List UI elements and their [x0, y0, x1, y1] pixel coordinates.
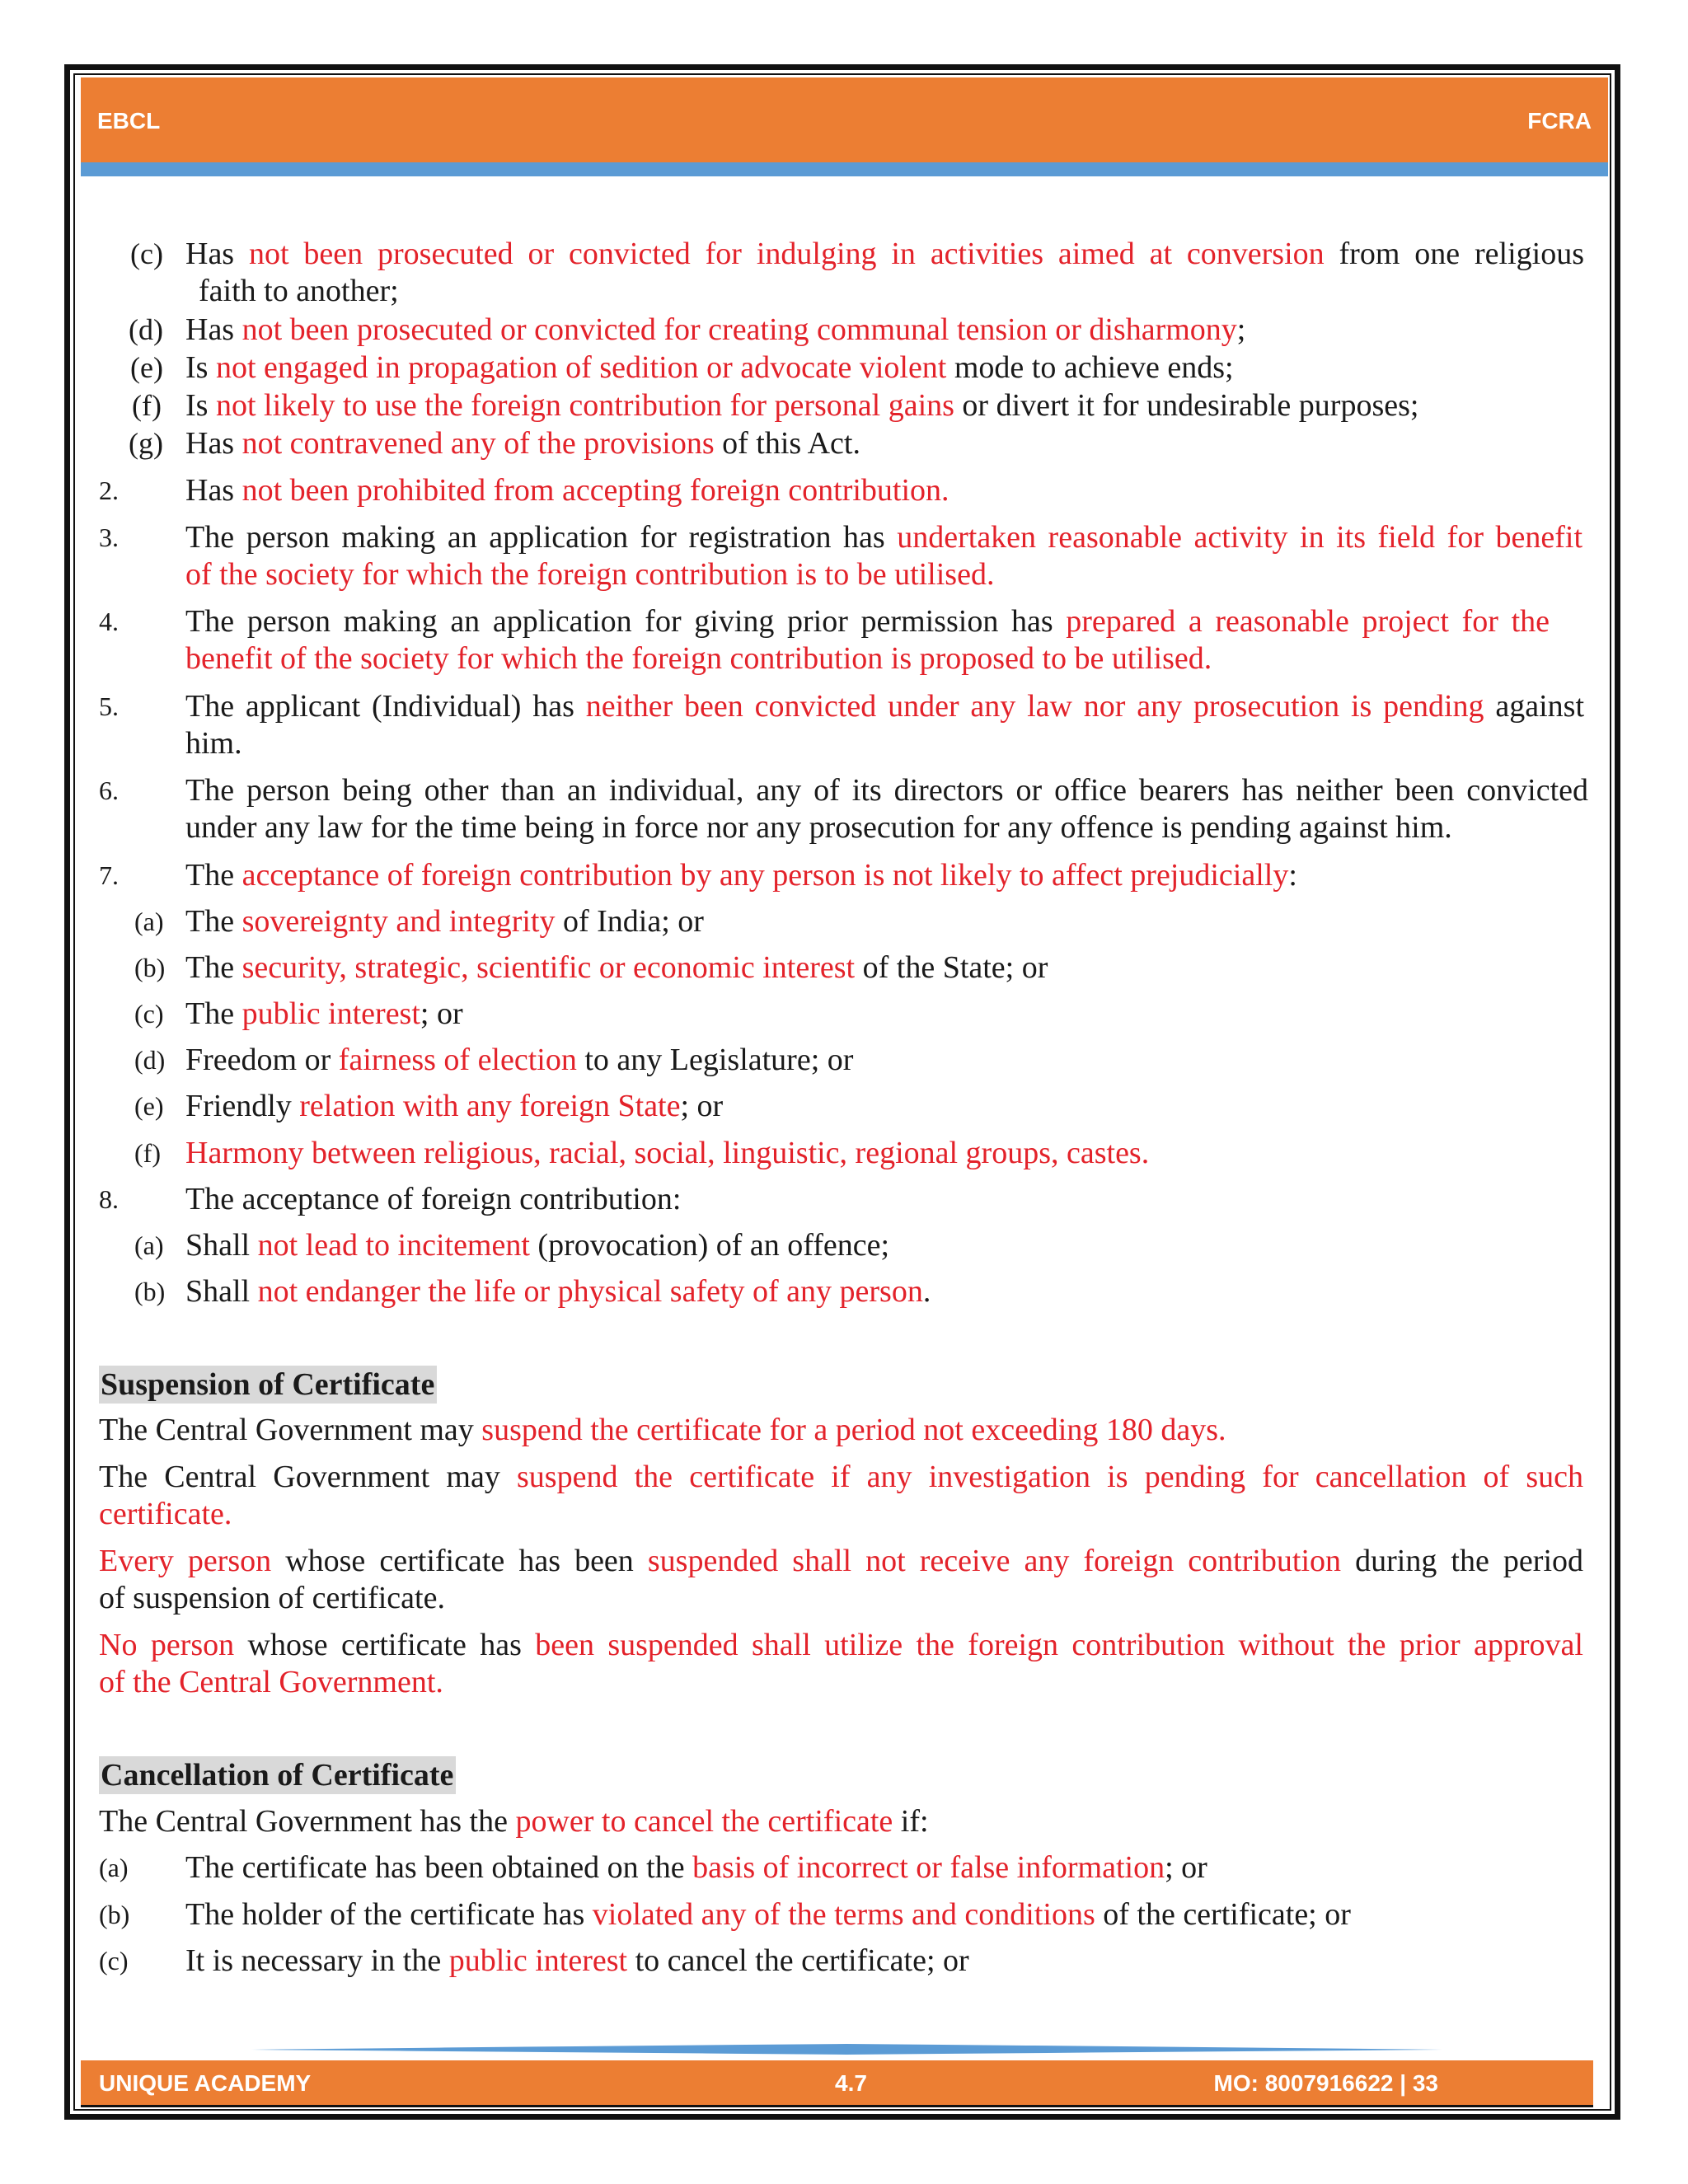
- footer-right-text: MO: 8007916622 | 33: [1213, 2070, 1438, 2096]
- list-item: Freedom or fairness of election to any Legislature; or: [185, 1043, 854, 1077]
- list-item: Is not engaged in propagation of sedition or advocate violent mode to achieve ends;: [185, 350, 1234, 385]
- list-item-continuation: benefit of the society for which the foreign contribution is proposed to be utilised.: [185, 641, 1212, 676]
- footer-swoosh: [251, 2044, 1442, 2055]
- paragraph-continuation: of suspension of certificate.: [99, 1581, 445, 1615]
- item-label: (a): [134, 1230, 164, 1260]
- item-label: (b): [99, 1900, 130, 1929]
- list-item: It is necessary in the public interest to cancel the certificate; or: [185, 1943, 969, 1978]
- item-label: (e): [134, 1091, 164, 1121]
- paragraph: The Central Government has the power to cancel the certificate if:: [99, 1804, 929, 1839]
- list-item-continuation: him.: [185, 726, 242, 761]
- item-label: (f): [132, 389, 162, 422]
- paragraph: The Central Government may suspend the certificate if any investigation is pending for cancellation of such: [99, 1460, 1583, 1494]
- list-item: Shall not endanger the life or physical safety of any person.: [185, 1274, 931, 1309]
- item-number: 8.: [99, 1184, 119, 1214]
- paragraph: No person whose certificate has been suspended shall utilize the foreign contribution without the prior approval: [99, 1628, 1583, 1662]
- footer-page-number: 4.7: [835, 2070, 867, 2096]
- item-number: 6.: [99, 776, 119, 805]
- list-item: Is not likely to use the foreign contribution for personal gains or divert it for undesirable purposes;: [185, 388, 1419, 423]
- list-item: Has not been prosecuted or convicted for indulging in activities aimed at conversion from one religious: [185, 237, 1584, 271]
- item-label: (f): [134, 1138, 161, 1168]
- list-item: The acceptance of foreign contribution by any person is not likely to affect prejudicially:: [185, 858, 1297, 893]
- item-number: 2.: [99, 476, 119, 505]
- item-label: (d): [134, 1045, 166, 1075]
- list-item: Harmony between religious, racial, social, linguistic, regional groups, castes.: [185, 1136, 1150, 1170]
- list-item: The public interest; or: [185, 996, 463, 1031]
- list-item: The certificate has been obtained on the basis of incorrect or false information; or: [185, 1850, 1207, 1885]
- list-item: The person being other than an individual, any of its directors or office bearers has neither been convicted: [185, 773, 1588, 808]
- list-item: The sovereignty and integrity of India; or: [185, 904, 704, 939]
- item-label: (c): [99, 1946, 129, 1975]
- item-label: (g): [129, 427, 163, 460]
- section-heading-cancellation: Cancellation of Certificate: [99, 1756, 456, 1794]
- list-item-continuation: under any law for the time being in force nor any prosecution for any offence is pending against him.: [185, 810, 1452, 845]
- section-heading-suspension: Suspension of Certificate: [99, 1366, 437, 1404]
- footer-left-text: UNIQUE ACADEMY: [99, 2070, 312, 2096]
- item-label: (a): [99, 1853, 129, 1882]
- list-item: Has not been prohibited from accepting foreign contribution.: [185, 473, 950, 508]
- list-item: The holder of the certificate has violated any of the terms and conditions of the certificate; or: [185, 1897, 1351, 1932]
- item-label: (e): [130, 351, 163, 384]
- list-item: Has not contravened any of the provisions of this Act.: [185, 426, 860, 461]
- item-label: (c): [134, 999, 164, 1029]
- paragraph: The Central Government may suspend the certificate for a period not exceeding 180 days.: [99, 1413, 1226, 1447]
- item-label: (b): [134, 953, 166, 982]
- item-label: (a): [134, 907, 164, 936]
- footer-rule: [81, 2105, 1593, 2107]
- item-number: 7.: [99, 860, 119, 890]
- list-item: The acceptance of foreign contribution:: [185, 1182, 682, 1216]
- item-number: 5.: [99, 691, 119, 721]
- item-label: (d): [129, 313, 163, 346]
- list-item: Friendly relation with any foreign State; or: [185, 1089, 724, 1123]
- item-number: 4.: [99, 607, 119, 636]
- list-item: The person making an application for giving prior permission has prepared a reasonable project for the: [185, 604, 1550, 639]
- list-item: Has not been prosecuted or convicted for creating communal tension or disharmony;: [185, 312, 1246, 347]
- page-footer: [81, 2060, 1593, 2105]
- item-label: (b): [134, 1277, 166, 1306]
- list-item-continuation: faith to another;: [199, 274, 399, 308]
- list-item: The applicant (Individual) has neither been convicted under any law nor any prosecution is pending against: [185, 689, 1585, 724]
- list-item: The security, strategic, scientific or economic interest of the State; or: [185, 950, 1048, 985]
- paragraph-continuation: certificate.: [99, 1497, 232, 1531]
- header-left-text: EBCL: [97, 108, 161, 134]
- paragraph-continuation: of the Central Government.: [99, 1665, 443, 1699]
- item-label: (c): [130, 237, 163, 270]
- list-item: The person making an application for registration has undertaken reasonable activity in its field for benefit: [185, 520, 1582, 555]
- paragraph: Every person whose certificate has been suspended shall not receive any foreign contribution during the period: [99, 1544, 1584, 1578]
- list-item-continuation: of the society for which the foreign contribution is to be utilised.: [185, 557, 995, 592]
- item-number: 3.: [99, 523, 119, 552]
- header-right-text: FCRA: [1527, 108, 1592, 134]
- list-item: Shall not lead to incitement (provocation) of an offence;: [185, 1228, 890, 1263]
